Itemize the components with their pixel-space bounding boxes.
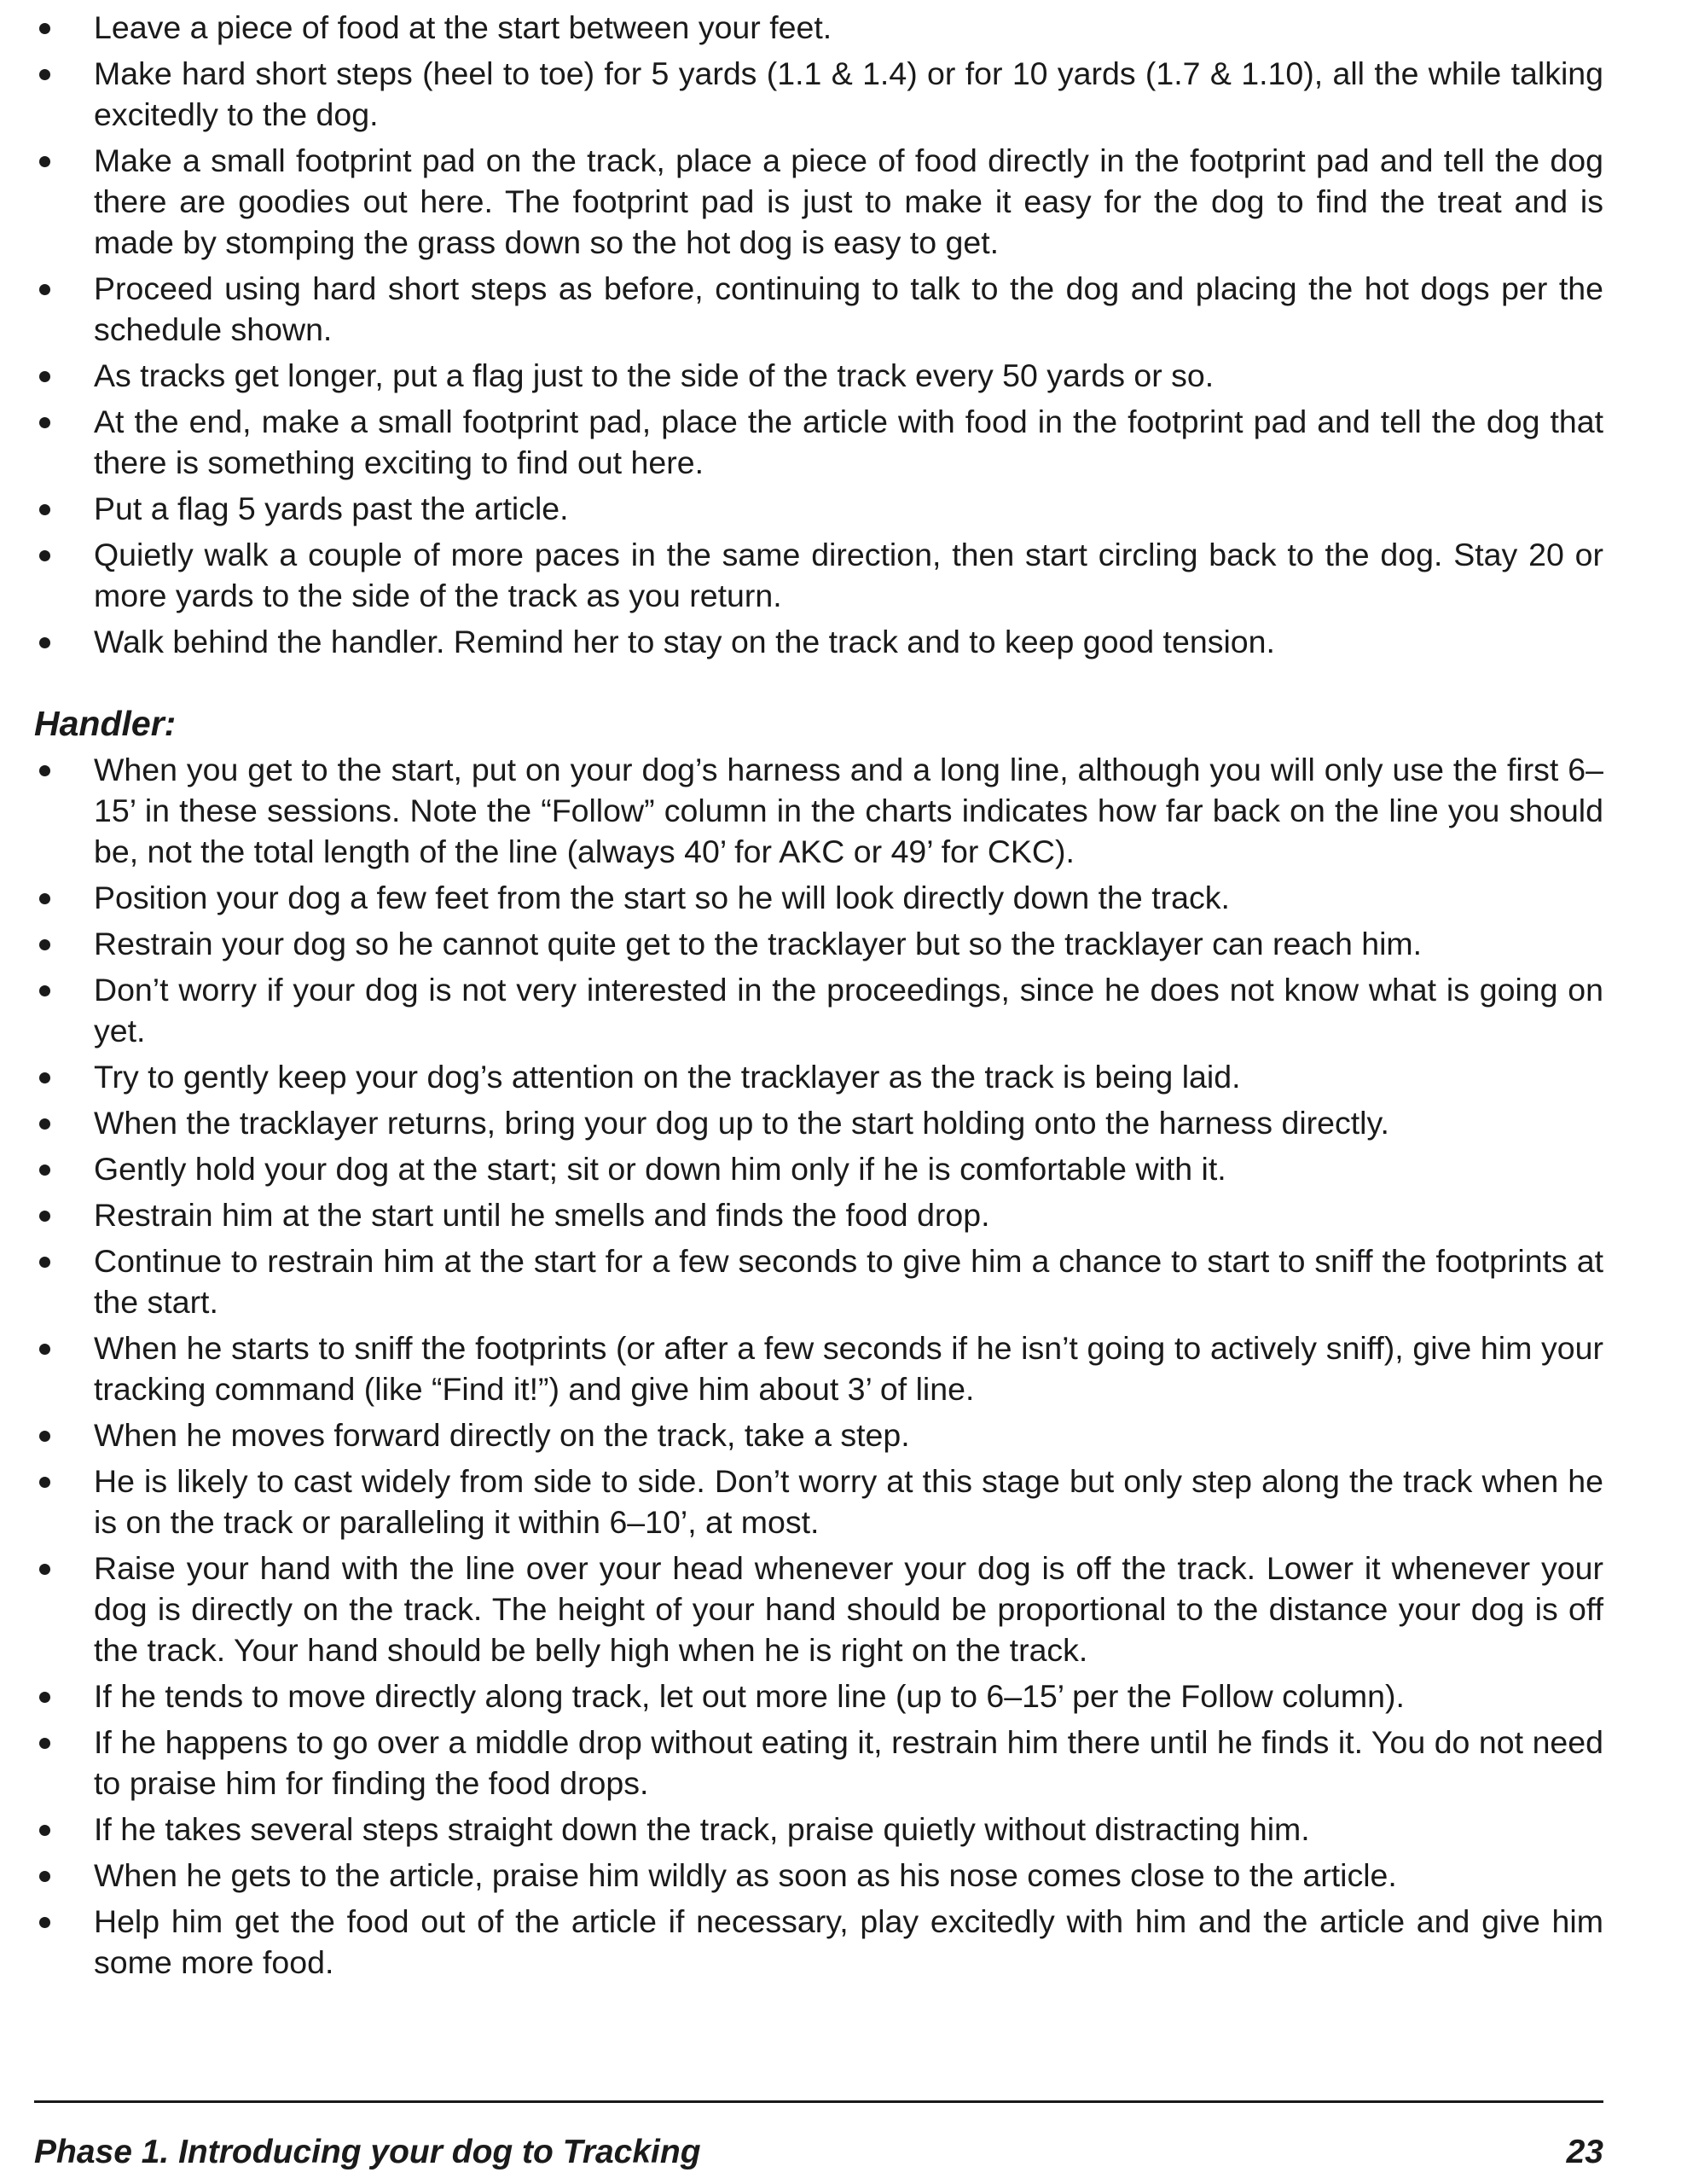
list-item: Try to gently keep your dog’s attention on the tracklayer as the track is being laid. <box>34 1056 1603 1097</box>
page-footer <box>34 2131 1603 2174</box>
list-item: When he moves forward directly on the track, take a step. <box>34 1414 1603 1455</box>
list-item: Help him get the food out of the article if necessary, play excitedly with him and the article and give him some more food. <box>34 1901 1603 1983</box>
page-number: 23 <box>1566 2134 1603 2170</box>
list-item: Gently hold your dog at the start; sit or down him only if he is comfortable with it. <box>34 1148 1603 1189</box>
list-item: Continue to restrain him at the start for a few seconds to give him a chance to start to sniff the footprints at the start. <box>34 1240 1603 1322</box>
page-content <box>34 7 1603 1988</box>
list-item: Position your dog a few feet from the start so he will look directly down the track. <box>34 877 1603 918</box>
list-item: Don’t worry if your dog is not very interested in the proceedings, since he does not know what is going on yet. <box>34 969 1603 1051</box>
list-item: When he gets to the article, praise him wildly as soon as his nose comes close to the article. <box>34 1855 1603 1896</box>
footer-divider <box>34 2100 1603 2103</box>
list-item: If he tends to move directly along track, let out more line (up to 6–15’ per the Follow column). <box>34 1676 1603 1716</box>
list-item: At the end, make a small footprint pad, place the article with food in the footprint pad and tell the dog that there is something exciting to find out here. <box>34 401 1603 483</box>
list-item: Raise your hand with the line over your head whenever your dog is off the track. Lower it whenever your dog is directly on the track. The height of your hand should be proportional to the distance your dog is off the track. Your hand should be belly high when he is right on the track. <box>34 1548 1603 1670</box>
list-item: Quietly walk a couple of more paces in the same direction, then start circling back to the dog. Stay 20 or more yards to the side of the track as you return. <box>34 534 1603 616</box>
list-item: Restrain him at the start until he smells and finds the food drop. <box>34 1194 1603 1235</box>
list-item: Make a small footprint pad on the track, place a piece of food directly in the footprint pad and tell the dog there are goodies out here. The footprint pad is just to make it easy for the dog to find the treat and is made by stomping the grass down so the hot dog is easy to get. <box>34 140 1603 263</box>
tracklayer-list <box>34 7 1603 662</box>
list-item: Walk behind the handler. Remind her to stay on the track and to keep good tension. <box>34 621 1603 662</box>
footer-title: Phase 1. Introducing your dog to Tracking <box>34 2134 701 2170</box>
list-item: Proceed using hard short steps as before, continuing to talk to the dog and placing the hot dogs per the schedule shown. <box>34 268 1603 350</box>
list-item: When the tracklayer returns, bring your dog up to the start holding onto the harness directly. <box>34 1102 1603 1143</box>
list-item: He is likely to cast widely from side to side. Don’t worry at this stage but only step along the track when he is on the track or paralleling it within 6–10’, at most. <box>34 1461 1603 1542</box>
list-item: If he happens to go over a middle drop without eating it, restrain him there until he finds it. You do not need to praise him for finding the food drops. <box>34 1722 1603 1804</box>
handler-list <box>34 749 1603 1983</box>
list-item: Leave a piece of food at the start between your feet. <box>34 7 1603 48</box>
list-item: When he starts to sniff the footprints (or after a few seconds if he isn’t going to actively sniff), give him your tracking command (like “Find it!”) and give him about 3’ of line. <box>34 1327 1603 1409</box>
list-item: Restrain your dog so he cannot quite get to the tracklayer but so the tracklayer can reach him. <box>34 923 1603 964</box>
handler-heading: Handler: <box>34 704 177 743</box>
list-item: If he takes several steps straight down the track, praise quietly without distracting him. <box>34 1809 1603 1850</box>
list-item: As tracks get longer, put a flag just to the side of the track every 50 yards or so. <box>34 355 1603 396</box>
list-item: Put a flag 5 yards past the article. <box>34 488 1603 529</box>
list-item: When you get to the start, put on your dog’s harness and a long line, although you will only use the first 6–15’ in these sessions. Note the “Follow” column in the charts indicates how far back on the line you should be, not the total length of the line (always 40’ for AKC or 49’ for CKC). <box>34 749 1603 872</box>
list-item: Make hard short steps (heel to toe) for 5 yards (1.1 & 1.4) or for 10 yards (1.7 & 1.10), all the while talking excitedly to the dog. <box>34 53 1603 135</box>
